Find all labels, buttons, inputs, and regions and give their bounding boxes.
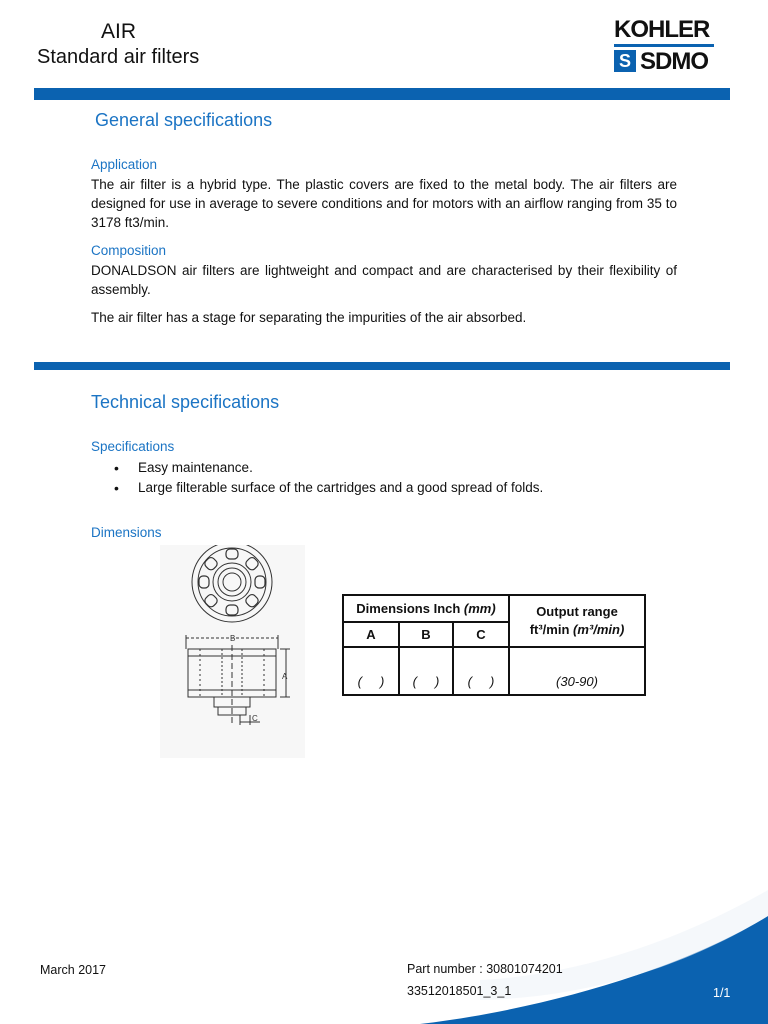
footer-doc-code: 33512018501_3_1 [407, 984, 512, 998]
general-specifications-heading: General specifications [95, 110, 273, 130]
application-text: The air filter is a hybrid type. The plastic covers are fixed to the metal body. The air filters are designed for use in average to severe conditions and for motors with an airflow ranging from 35 to 3178 ft3/min. [91, 177, 677, 230]
section-bar-top [34, 88, 730, 100]
column-a-header: A [343, 622, 399, 647]
drawing-label-b: B [230, 634, 236, 643]
decorative-wave [380, 880, 768, 1024]
value-c: ( ) [453, 647, 509, 695]
specifications-label: Specifications [91, 439, 175, 454]
sdmo-mark-icon: S [614, 50, 636, 72]
column-c-header: C [453, 622, 509, 647]
drawing-label-c: C [252, 714, 258, 723]
value-output-range: (30-90) [509, 647, 645, 695]
column-b-header: B [399, 622, 453, 647]
application-label: Application [91, 157, 158, 172]
value-b: ( ) [399, 647, 453, 695]
technical-specifications-heading: Technical specifications [91, 392, 280, 412]
logo-divider [614, 44, 714, 47]
section-bar-middle [34, 362, 730, 370]
logo-kohler-text: KOHLER [614, 16, 710, 43]
stage-text: The air filter has a stage for separating the impurities of the air absorbed. [91, 310, 527, 325]
drawing-label-a: A [282, 672, 288, 681]
list-item: • Easy maintenance. [138, 458, 543, 478]
value-a: ( ) [343, 647, 399, 695]
specifications-list [91, 458, 543, 498]
logo-sdmo-text: SDMO [640, 48, 708, 75]
air-filter-drawing [160, 545, 305, 758]
dimensions-table [342, 594, 646, 696]
dimensions-header: Dimensions Inch (mm) [343, 595, 509, 622]
kohler-sdmo-logo [612, 16, 716, 74]
footer-date: March 2017 [40, 963, 107, 977]
composition-label: Composition [91, 243, 167, 258]
footer-part-number: Part number : 30801074201 [407, 962, 563, 976]
dimensions-label: Dimensions [91, 525, 162, 540]
output-range-header: Output range ft³/min (m³/min) [509, 595, 645, 647]
list-item: • Large filterable surface of the cartridges and a good spread of folds. [138, 478, 543, 498]
document-title: Standard air filters [37, 46, 200, 68]
document-category: AIR [101, 20, 137, 43]
composition-text: DONALDSON air filters are lightweight and compact and are characterised by their flexibility of assembly. [91, 263, 677, 297]
page-number: 1/1 [713, 986, 731, 1000]
